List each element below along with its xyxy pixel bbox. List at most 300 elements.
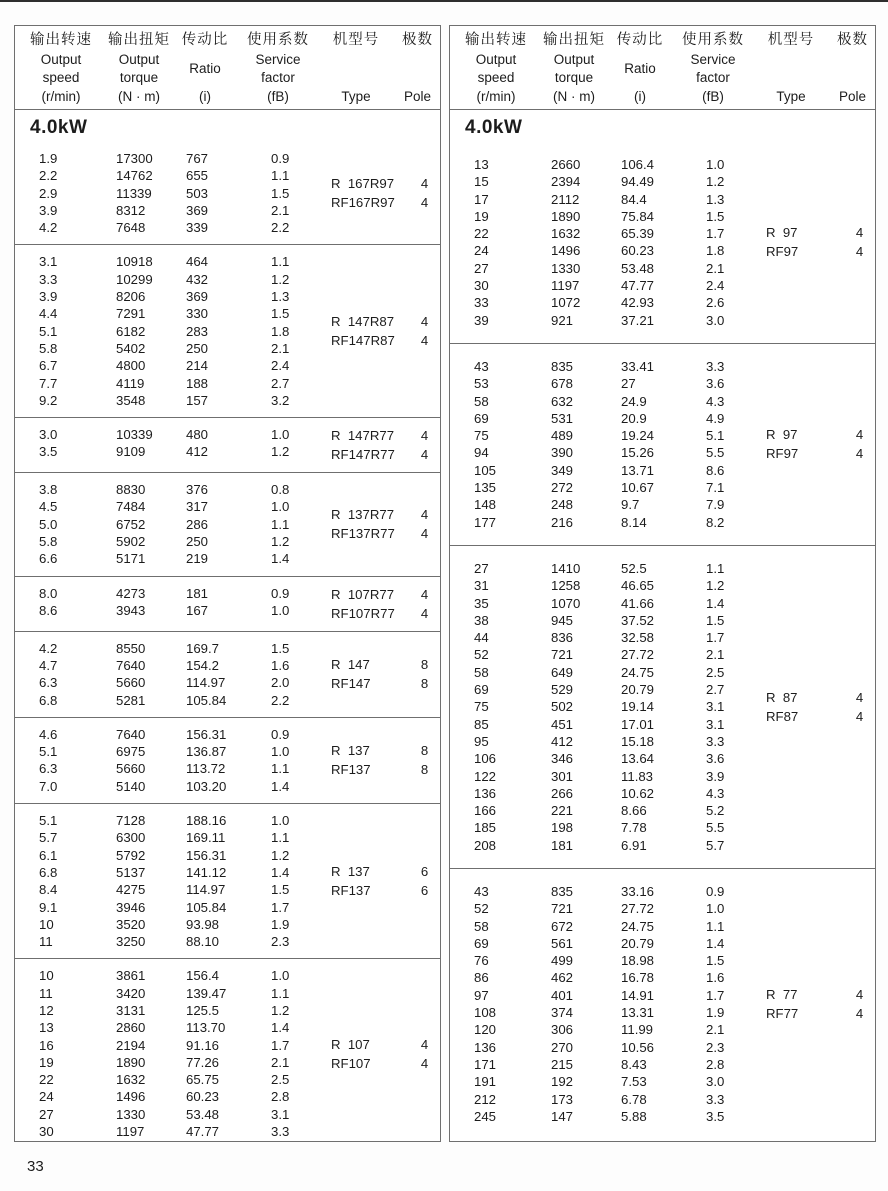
cell-output-torque: 531	[551, 410, 574, 426]
pole-value-0: 4	[420, 586, 429, 602]
cell-ratio: 91.16	[186, 1037, 220, 1053]
block-types	[766, 883, 844, 1125]
cell-output-speed: 8.4	[39, 882, 58, 898]
header-unit-ratio: (i)	[199, 89, 211, 104]
cell-service-factor: 1.1	[271, 830, 290, 846]
pole-value-0: 8	[420, 657, 429, 673]
cell-ratio: 655	[186, 168, 209, 184]
pole-value-1: 4	[855, 708, 864, 724]
cell-output-torque: 649	[551, 664, 574, 680]
cell-service-factor: 2.8	[271, 1089, 290, 1105]
cell-output-speed: 39	[474, 312, 489, 328]
cell-output-speed: 58	[474, 393, 489, 409]
header-en-output-speed-0: Output	[40, 51, 82, 67]
table-row	[450, 935, 766, 952]
pole-value-0: 4	[420, 507, 429, 523]
header-zh-type: 机型号	[332, 32, 380, 48]
cell-output-torque: 216	[551, 514, 574, 530]
table-header-left	[15, 26, 440, 110]
cell-output-torque: 11339	[116, 185, 152, 201]
cell-output-speed: 3.8	[39, 482, 58, 498]
cell-service-factor: 2.4	[271, 358, 290, 374]
cell-output-torque: 4119	[116, 375, 145, 391]
cell-service-factor: 2.1	[271, 340, 290, 356]
cell-output-torque: 5281	[116, 692, 146, 708]
pole-value-1: 4	[420, 526, 429, 542]
table-row	[15, 1002, 331, 1019]
cell-ratio: 125.5	[186, 1002, 220, 1018]
table-row	[450, 802, 766, 819]
cell-output-speed: 208	[474, 837, 497, 853]
cell-service-factor: 3.6	[706, 751, 725, 767]
cell-ratio: 169.7	[186, 640, 220, 656]
header-en-ratio-0: Ratio	[189, 61, 221, 76]
cell-output-torque: 7640	[116, 726, 146, 742]
cell-output-torque: 2660	[551, 157, 581, 172]
cell-output-speed: 120	[474, 1022, 497, 1038]
cell-ratio: 139.47	[186, 985, 227, 1001]
cell-output-speed: 95	[474, 733, 489, 749]
cell-service-factor: 2.6	[706, 295, 725, 311]
type-value-1: RF147R77	[331, 447, 395, 463]
cell-service-factor: 1.6	[706, 970, 725, 986]
header-en-service-factor-0: Service	[255, 51, 301, 67]
cell-output-torque: 7484	[116, 499, 146, 515]
pole-value-1: 4	[420, 333, 429, 349]
header-col-type	[752, 33, 830, 104]
data-block	[15, 631, 440, 717]
cell-output-torque: 215	[551, 1056, 574, 1072]
cell-service-factor: 1.1	[706, 918, 725, 934]
block-types	[331, 640, 409, 709]
cell-ratio: 480	[186, 427, 209, 443]
cell-output-torque: 5140	[116, 778, 146, 794]
table-row	[15, 288, 331, 305]
cell-ratio: 167	[186, 602, 209, 618]
cell-ratio: 15.26	[621, 445, 655, 461]
cell-output-speed: 19	[474, 208, 489, 224]
cell-output-speed: 4.2	[39, 220, 58, 236]
cell-ratio: 106.4	[621, 157, 655, 172]
cell-service-factor: 1.7	[271, 899, 290, 915]
spec-table-right	[449, 25, 876, 1142]
cell-output-torque: 7291	[116, 306, 146, 322]
table-row	[15, 692, 331, 709]
cell-ratio: 52.5	[621, 560, 647, 576]
header-col-ratio	[606, 33, 674, 104]
cell-output-torque: 266	[551, 785, 574, 801]
cell-output-speed: 2.2	[39, 168, 58, 184]
cell-output-speed: 11	[39, 985, 53, 1001]
header-unit-output-torque: (N · m)	[118, 88, 160, 104]
cell-output-speed: 15	[474, 174, 489, 190]
cell-output-speed: 136	[474, 785, 497, 801]
block-rows	[15, 967, 331, 1140]
table-row	[450, 173, 766, 190]
pole-value-1: 4	[855, 244, 864, 260]
cell-ratio: 15.18	[621, 733, 655, 749]
table-row	[450, 462, 766, 479]
cell-ratio: 105.84	[186, 899, 227, 915]
cell-output-speed: 85	[474, 716, 489, 732]
table-row	[450, 900, 766, 917]
cell-output-speed: 5.1	[39, 744, 58, 760]
cell-output-speed: 75	[474, 428, 489, 444]
cell-output-speed: 108	[474, 1005, 497, 1021]
cell-service-factor: 3.6	[706, 376, 725, 392]
pole-value-0: 6	[420, 864, 429, 880]
pole-value-0: 4	[420, 314, 429, 330]
cell-service-factor: 1.4	[271, 864, 290, 880]
data-block	[450, 868, 875, 1139]
cell-service-factor: 2.1	[271, 202, 290, 218]
type-value-0: R 147	[331, 657, 370, 673]
cell-ratio: 65.39	[621, 226, 655, 242]
cell-ratio: 154.2	[186, 657, 220, 673]
cell-ratio: 181	[186, 585, 209, 601]
header-unit-output-speed: (r/min)	[41, 88, 81, 104]
block-rows	[15, 726, 331, 795]
cell-ratio: 27.72	[621, 901, 655, 917]
cell-ratio: 5.88	[621, 1108, 647, 1124]
cell-output-speed: 136	[474, 1039, 497, 1055]
cell-output-torque: 499	[551, 953, 574, 969]
cell-ratio: 114.97	[186, 675, 226, 691]
type-value-1: RF77	[766, 1006, 799, 1022]
table-row	[15, 550, 331, 567]
cell-service-factor: 3.0	[706, 1074, 725, 1090]
cell-output-torque: 8550	[116, 640, 146, 656]
cell-output-torque: 1632	[551, 226, 581, 242]
cell-ratio: 47.77	[186, 1124, 220, 1140]
pole-value-1: 4	[420, 447, 429, 463]
cell-output-torque: 489	[551, 428, 574, 444]
cell-output-torque: 2394	[551, 174, 581, 190]
cell-ratio: 13.71	[621, 462, 655, 478]
table-row	[450, 969, 766, 986]
cell-ratio: 53.48	[621, 260, 655, 276]
cell-service-factor: 1.0	[271, 744, 290, 760]
cell-output-speed: 8.6	[39, 602, 58, 618]
cell-ratio: 19.14	[621, 699, 655, 715]
data-block	[15, 803, 440, 958]
cell-ratio: 339	[186, 220, 209, 236]
cell-service-factor: 8.2	[706, 514, 725, 530]
cell-output-torque: 6182	[116, 323, 146, 339]
cell-ratio: 136.87	[186, 744, 227, 760]
block-poles	[409, 640, 440, 709]
cell-output-speed: 3.0	[39, 427, 58, 443]
page-number: 33	[27, 1158, 44, 1175]
cell-service-factor: 3.3	[706, 1091, 725, 1107]
table-row	[15, 967, 331, 984]
table-row	[450, 664, 766, 681]
table-row	[450, 987, 766, 1004]
cell-service-factor: 2.1	[271, 1054, 290, 1070]
block-types	[766, 156, 844, 329]
cell-output-torque: 1496	[551, 243, 581, 259]
table-row	[15, 443, 331, 460]
table-row	[15, 640, 331, 657]
cell-ratio: 103.20	[186, 778, 227, 794]
cell-ratio: 141.12	[186, 864, 227, 880]
cell-output-torque: 2860	[116, 1020, 146, 1036]
cell-output-torque: 632	[551, 393, 574, 409]
cell-output-speed: 30	[474, 278, 489, 294]
cell-service-factor: 1.4	[271, 778, 290, 794]
cell-service-factor: 1.4	[271, 1020, 290, 1036]
header-unit-pole: Pole	[403, 89, 432, 104]
block-types	[331, 481, 409, 567]
cell-service-factor: 5.1	[706, 428, 725, 444]
table-row	[15, 985, 331, 1002]
pole-value-0: 4	[855, 987, 864, 1003]
cell-output-torque: 14762	[116, 168, 153, 184]
cell-output-torque: 921	[551, 312, 574, 328]
table-row	[450, 294, 766, 311]
table-row	[15, 392, 331, 409]
cell-service-factor: 1.6	[271, 657, 290, 673]
block-poles	[409, 481, 440, 567]
type-value-0: R 137	[331, 743, 370, 759]
cell-ratio: 7.53	[621, 1074, 647, 1090]
block-rows	[15, 585, 331, 623]
cell-output-torque: 7648	[116, 220, 146, 236]
cell-service-factor: 3.1	[271, 1106, 290, 1122]
cell-ratio: 105.84	[186, 692, 227, 708]
cell-output-speed: 5.0	[39, 516, 58, 532]
table-row	[450, 768, 766, 785]
table-row	[450, 1004, 766, 1021]
cell-ratio: 42.93	[621, 295, 655, 311]
header-en-output-torque-0: Output	[118, 51, 160, 67]
table-row	[450, 358, 766, 375]
table-row	[450, 260, 766, 277]
table-row	[450, 646, 766, 663]
cell-service-factor: 1.1	[271, 516, 290, 532]
cell-service-factor: 3.3	[271, 1124, 290, 1140]
cell-output-torque: 181	[551, 837, 574, 853]
cell-service-factor: 1.2	[271, 534, 290, 550]
cell-output-torque: 147	[551, 1108, 574, 1124]
cell-service-factor: 1.5	[706, 612, 725, 628]
block-types	[766, 358, 844, 531]
cell-output-torque: 3250	[116, 934, 146, 950]
cell-output-torque: 462	[551, 970, 574, 986]
cell-output-torque: 221	[551, 803, 574, 819]
cell-ratio: 9.7	[621, 497, 640, 513]
cell-output-speed: 4.6	[39, 726, 58, 742]
cell-output-torque: 5171	[116, 551, 146, 567]
tables-region	[14, 25, 876, 1142]
header-zh-type: 机型号	[767, 32, 815, 48]
cell-service-factor: 2.7	[706, 682, 725, 698]
table-row	[450, 698, 766, 715]
cell-output-torque: 1410	[551, 560, 581, 576]
pole-value-0: 4	[420, 1036, 429, 1052]
cell-service-factor: 1.2	[706, 578, 725, 594]
cell-ratio: 412	[186, 444, 209, 460]
type-value-0: R 147R77	[331, 428, 395, 444]
block-types	[331, 967, 409, 1140]
table-row	[15, 933, 331, 950]
header-zh-pole: 极数	[837, 32, 868, 48]
table-row	[450, 681, 766, 698]
cell-output-speed: 106	[474, 751, 497, 767]
cell-service-factor: 1.7	[706, 987, 725, 1003]
cell-ratio: 13.31	[621, 1005, 655, 1021]
header-col-pole	[830, 33, 875, 104]
cell-output-torque: 835	[551, 358, 574, 374]
pole-value-1: 4	[420, 605, 429, 621]
cell-output-speed: 69	[474, 410, 489, 426]
pole-value-1: 4	[420, 195, 429, 211]
cell-output-torque: 8206	[116, 289, 146, 305]
block-types	[766, 560, 844, 854]
cell-service-factor: 2.2	[271, 220, 290, 236]
cell-output-speed: 6.8	[39, 692, 58, 708]
header-zh-output-speed: 输出转速	[30, 32, 92, 48]
cell-output-speed: 27	[474, 560, 489, 576]
cell-output-speed: 58	[474, 918, 489, 934]
cell-ratio: 33.16	[621, 883, 655, 899]
cell-output-torque: 198	[551, 820, 574, 836]
pole-value-1: 8	[420, 762, 429, 778]
cell-output-torque: 945	[551, 612, 574, 628]
cell-service-factor: 2.1	[706, 1022, 725, 1038]
table-row	[15, 185, 331, 202]
cell-ratio: 10.62	[621, 785, 655, 801]
cell-ratio: 8.43	[621, 1056, 647, 1072]
cell-ratio: 94.49	[621, 174, 655, 190]
cell-ratio: 65.75	[186, 1072, 220, 1088]
table-row	[450, 393, 766, 410]
cell-ratio: 24.75	[621, 918, 655, 934]
cell-output-torque: 173	[551, 1091, 574, 1107]
table-row	[15, 657, 331, 674]
cell-output-speed: 5.8	[39, 340, 58, 356]
cell-ratio: 13.64	[621, 751, 655, 767]
cell-output-torque: 17300	[116, 151, 153, 166]
table-row	[15, 602, 331, 619]
cell-service-factor: 5.7	[706, 837, 725, 853]
cell-ratio: 84.4	[621, 191, 647, 207]
pole-value-1: 8	[420, 676, 429, 692]
data-block	[15, 142, 440, 244]
data-block	[450, 545, 875, 868]
cell-output-speed: 4.2	[39, 640, 58, 656]
cell-service-factor: 7.1	[706, 480, 725, 496]
cell-output-speed: 52	[474, 901, 489, 917]
table-row	[15, 498, 331, 515]
table-row	[15, 899, 331, 916]
cell-output-torque: 3861	[116, 968, 146, 984]
table-row	[15, 271, 331, 288]
cell-output-speed: 9.1	[39, 899, 58, 915]
cell-service-factor: 1.1	[271, 985, 290, 1001]
pole-value-1: 4	[855, 446, 864, 462]
cell-ratio: 219	[186, 551, 209, 567]
cell-output-torque: 374	[551, 1005, 574, 1021]
table-row	[15, 253, 331, 270]
cell-output-torque: 4275	[116, 882, 146, 898]
cell-service-factor: 1.2	[706, 174, 725, 190]
cell-output-speed: 9.2	[39, 392, 58, 408]
header-zh-output-torque: 输出扭矩	[543, 32, 605, 48]
cell-service-factor: 1.0	[706, 901, 725, 917]
block-poles	[844, 883, 875, 1125]
cell-ratio: 60.23	[186, 1089, 220, 1105]
table-row	[450, 427, 766, 444]
cell-service-factor: 3.1	[706, 699, 725, 715]
cell-service-factor: 5.2	[706, 803, 725, 819]
header-col-output-speed	[450, 33, 542, 104]
type-value-0: R 107	[331, 1036, 370, 1052]
cell-output-speed: 7.0	[39, 778, 58, 794]
type-value-0: R 147R87	[331, 314, 395, 330]
cell-ratio: 250	[186, 534, 209, 550]
cell-ratio: 113.72	[186, 761, 226, 777]
cell-service-factor: 7.9	[706, 497, 725, 513]
header-unit-output-torque: (N · m)	[553, 88, 595, 104]
cell-ratio: 20.79	[621, 682, 655, 698]
cell-service-factor: 0.9	[271, 585, 290, 601]
cell-output-speed: 6.7	[39, 358, 58, 374]
cell-output-speed: 148	[474, 497, 497, 513]
pole-value-1: 4	[420, 1055, 429, 1071]
cell-service-factor: 0.8	[271, 482, 290, 498]
cell-output-speed: 76	[474, 953, 489, 969]
cell-output-torque: 721	[551, 647, 574, 663]
data-block	[15, 472, 440, 575]
cell-output-torque: 5792	[116, 847, 146, 863]
cell-output-speed: 2.9	[39, 185, 58, 201]
cell-service-factor: 1.1	[271, 761, 290, 777]
table-row	[15, 1019, 331, 1036]
cell-output-torque: 4800	[116, 358, 146, 374]
header-zh-ratio: 传动比	[616, 32, 664, 48]
cell-output-torque: 2194	[116, 1037, 146, 1053]
cell-output-speed: 19	[39, 1054, 54, 1070]
cell-output-torque: 306	[551, 1022, 574, 1038]
cell-output-speed: 191	[474, 1074, 497, 1090]
cell-service-factor: 1.7	[706, 226, 725, 242]
cell-output-torque: 390	[551, 445, 574, 461]
cell-service-factor: 1.2	[271, 847, 290, 863]
cell-output-torque: 1258	[551, 578, 581, 594]
table-row	[450, 612, 766, 629]
cell-output-speed: 69	[474, 935, 489, 951]
cell-output-torque: 349	[551, 462, 574, 478]
cell-output-torque: 1072	[551, 295, 581, 311]
table-row	[450, 785, 766, 802]
cell-output-speed: 6.8	[39, 864, 58, 880]
cell-service-factor: 2.5	[706, 664, 725, 680]
header-zh-ratio: 传动比	[181, 32, 229, 48]
type-value-1: RF147R87	[331, 333, 395, 349]
header-en-output-torque-1: torque	[554, 70, 594, 86]
table-row	[15, 1071, 331, 1088]
cell-ratio: 46.65	[621, 578, 655, 594]
table-row	[15, 829, 331, 846]
table-row	[15, 760, 331, 777]
cell-ratio: 156.4	[186, 968, 220, 984]
block-types	[331, 253, 409, 409]
type-value-0: R 97	[766, 427, 798, 443]
cell-output-speed: 6.3	[39, 675, 58, 691]
cell-service-factor: 4.3	[706, 393, 725, 409]
block-rows	[15, 426, 331, 464]
